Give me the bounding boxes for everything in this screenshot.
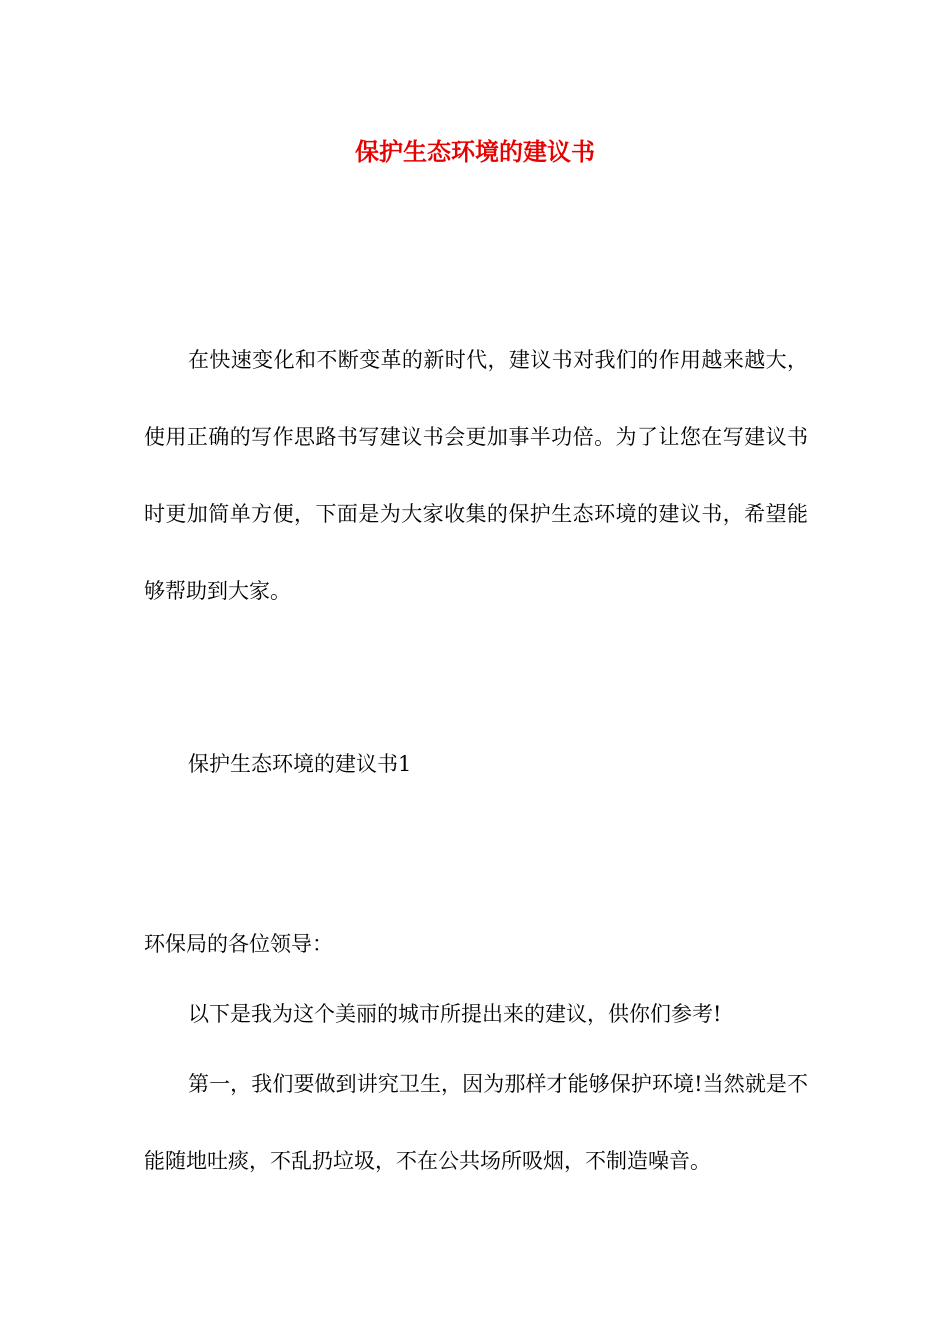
section-title: 保护生态环境的建议书1 (188, 752, 412, 776)
body-paragraph-1: 以下是我为这个美丽的城市所提出来的建议，供你们参考! (188, 1002, 722, 1026)
salutation: 环保局的各位领导： (144, 932, 333, 956)
body-paragraph-2: 第一，我们要做到讲究卫生，因为那样才能够保护环境!当然就是不能随地吐痰，不乱扔垃圾，不在公共场所吸烟，不制造噪音。 (144, 1072, 808, 1173)
intro-paragraph: 在快速变化和不断变革的新时代，建议书对我们的作用越来越大，使用正确的写作思路书写建议书会更加事半功倍。为了让您在写建议书时更加简单方便，下面是为大家收集的保护生态环境的建议书，希望能够帮助到大家。 (144, 348, 808, 603)
document-title: 保护生态环境的建议书 (355, 137, 595, 166)
